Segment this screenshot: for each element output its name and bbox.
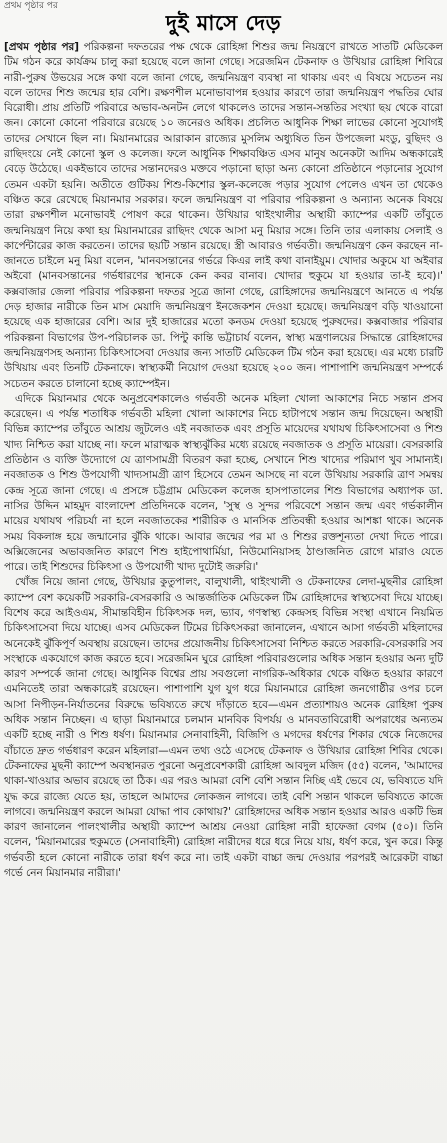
paragraph-1-text: পরিকল্পনা দফতরের পক্ষ থেকে রোহিঙ্গা শিশুর জন্ম নিয়ন্ত্রণে রাখতে সাতটি মেডিকেল টিম গঠন করে কার্যক্রম চালু করা হয়েছে বলে জানা গেছে। সরেজমিন টেকনাফ ও উখিয়ার রোহিঙ্গা শিবিরে নারী-পুরুষ উভয়ের সঙ্গে কথা বলে জানা গেছে, জন্মনিয়ন্ত্রণ ব্যবস্থা না থাকায় এবং এ বিষয়ে সচেতন নয় বলে তাদের শিশু জন্মের হার বেশি। রক্ষণশীল মনোভাবাপন্ন হওয়ার কারণে তারা জন্মনিয়ন্ত্রণ পদ্ধতির ঘোর বিরোধী। প্রায় প্রতিটি পরিবারে অভাব-অনটন লেগে থাকলেও তাদের সন্তান-সন্ততির সংখ্যা ছয় থেকে বারো জন। কোনো কোনো পরিবারে রয়েছে ১০ জনেরও অধিক। প্রচলিত আধুনিক শিক্ষা লাভের কোনো সুযোগই তাদের সেখানে ছিল না। মিয়ানমারের আরাকান রাজ্যের মুসলিম অধ্যুষিত তিন উপজেলা মংডু, বুছিদং ও রাছিদংয়ে নেই কোনো স্কুল ও কলেজ। ফলে আধুনিক শিক্ষাবঞ্চিত এসব মানুষ অনেকটা আদিম অন্ধকারেই বেড়ে উঠেছে। একইভাবে তাদের সন্তানদেরও মক্তবে পড়ানো ছাড়া অন্য কোনো প্রতিষ্ঠানে পড়ানোর সুযোগ তেমন একটা হয়নি। অতীতে গুটিকয় শিশু-কিশোর স্কুল-কলেজে পড়ার সুযোগ পেলেও এখন তা থেকেও বঞ্চিত করে রেখেছে মিয়ানমার সরকার। ফলে জন্মনিয়ন্ত্রণ বা পরিবার পরিকল্পনা ও অন্যান্য অনেক বিষয়ে তারা রক্ষণশীল মনোভাবই পোষণ করে থাকেন। উখিয়ার থাইংখালীর অস্থায়ী ক্যাম্পের একটি তাঁবুতে জন্মনিয়ন্ত্রণ নিয়ে কথা হয় মিয়ানমারের রাছিদং থেকে আসা মনু মিয়ার সঙ্গে। তিনি তার এলাকায় সেলাই ও কার্পেন্টারের কাজ করতেন। তাদের ছয়টি সন্তান রয়েছে। স্ত্রী আবারও গর্ভবতী। জন্মনিয়ন্ত্রণ কেন করছেন না-জানতে চাইলে মনু মিয়া বলেন, 'মানবসন্তানের গর্ভরে কিএর লাই কথা বানাইয়ুম। খোদার অকুমে যা অইবার অইবো (মানবসন্তানের গর্ভধারণের স্থানকে কেন কবর বানাব। খোদার হুকুমে যা হওয়ার তা-ই হবে)।' কক্সবাজার জেলা পরিবার পরিকল্পনা দফতর সূত্রে জানা গেছে, রোহিঙ্গাদের জন্মনিয়ন্ত্রণে আনতে এ পর্যন্ত দেড় হাজার নারীকে তিন মাস মেয়াদি জন্মনিয়ন্ত্রণ ইনজেকশন দেওয়া হয়েছে। জন্মনিয়ন্ত্রণ বড়ি খাওয়ানো হয়েছে এক হাজারের বেশি। আর দুই হাজারের মতো কনডম দেওয়া হয়েছে পুরুষদের। কক্সবাজার পরিবার পরিকল্পনা বিভাগের উপ-পরিচালক ডা. পিন্টু কান্তি ভট্টাচার্য বলেন, স্বাস্থ্য মন্ত্রণালয়ের সিদ্ধান্তে রোহিঙ্গাদের জন্মনিয়ন্ত্রণসহ অন্যান্য চিকিৎসাসেবা দেওয়ার জন্য সাতটি মেডিকেল টিম গঠন করা হয়েছে। এর মধ্যে চারটি উখিয়ায় এবং তিনটি টেকনাফে। স্বাস্থ্যকর্মী নিয়োগ দেওয়া হয়েছে ২০০ জন। পাশাপাশি জন্মনিয়ন্ত্রণ সম্পর্কে সচেতন করতে চালানো হচ্ছে ক্যাম্পেইন। (4, 41, 443, 390)
cut-off-top-line: প্রথম পৃষ্ঠার পর (4, 1, 58, 11)
paragraph-3: খোঁজ নিয়ে জানা গেছে, উখিয়ার কুতুপালং, বালুখালী, থাইংখালী ও টেকনাফের লেদা-মুছনীর রোহিঙ্গা ক্যাম্পে বেশ কয়েকটি সরকারি-বেসরকারি ও আন্তর্জাতিক মেডিকেল টিম রোহিঙ্গাদের স্বাস্থ্যসেবা দিয়ে যাচ্ছে। বিশেষ করে আইওএম, সীমান্তবিহীন চিকিৎসক দল, ভ্যাব, গণস্বাস্থ্য কেন্দ্রসহ বিভিন্ন সংস্থা এখানে নিয়মিত চিকিৎসাসেবা দিয়ে যাচ্ছে। এসব মেডিকেল টিমের চিকিৎসকরা জানালেন, এখানে আসা গর্ভবতী মহিলাদের অনেকেই ঝুঁকিপূর্ণ অবস্থায় রয়েছেন। তাদের প্রয়োজনীয় চিকিৎসাসেবা নিশ্চিত করতে সরকারি-বেসরকারি সব সংস্থাকে একযোগে কাজ করতে হবে। সরেজমিন ঘুরে রোহিঙ্গা পরিবারগুলোর অধিক সন্তান হওয়ার অন্য দুটি কারণ সম্পর্কে জানা গেছে। আধুনিক বিশ্বের প্রায় সবগুলো নাগরিক-অধিকার থেকে বঞ্চিত হওয়ার কারণে এমনিতেই তারা অন্ধকারেই রয়েছেন। পাশাপাশি যুগ যুগ ধরে মিয়ানমারে রোহিঙ্গা জনগোষ্ঠীর ওপর চলে আসা নিপীড়ন-নির্যাতনের বিরুদ্ধে ভবিষ্যতে রুখে দাঁড়াতে হবে—এমন প্রত্যাশায়ও অনেক রোহিঙ্গা পুরুষ অধিক সন্তান নিচ্ছেন। এ ছাড়া মিয়ানমারে চলমান মানবিক বিপর্যয় ও মানবতাবিরোধী অপরাধের অন্যতম একটি হচ্ছে নারী ও শিশু ধর্ষণ। মিয়ানমার সেনাবাহিনী, বিজিপি ও মগদের ধর্ষণের শিকার থেকে নিজেদের বাঁচাতে দ্রুত গর্ভধারণ করেন মহিলারা—এমন তথ্য ওঠে এসেছে টেকনাফ ও উখিয়ার রোহিঙ্গা শিবির থেকে। টেকনাফের মুছনী ক্যাম্পে অবস্থানরত পুরনো অনুপ্রবেশকারী রোহিঙ্গা আবদুল মজিদ (৫৫) বলেন, 'আমাদের থাকা-খাওয়ার অভাব রয়েছে তা ঠিক। এর পরও আমরা বেশি বেশি সন্তান নিচ্ছি এই ভেবে যে, ভবিষ্যতে যদি যুদ্ধ করে রাজ্যে যেতে হয়, তাহলে আমাদের লোকজন লাগবে। তাই বেশি সন্তান থাকলে ভবিষ্যতে কাজে লাগবে। জন্মনিয়ন্ত্রণ করলে আমরা যোদ্ধা পাব কোথায়?' রোহিঙ্গাদের অধিক সন্তান হওয়ার আরও একটি ভিন্ন কারণ জানালেন পালংখালীর অস্থায়ী ক্যাম্পে আশ্রয় নেওয়া রোহিঙ্গা নারী হাফেজা বেগম (৫০)। তিনি বলেন, 'মিয়ানমারের হুকুমতে (সেনাবাহিনী) রোহিঙ্গা নারীদের ধরে ধরে নিয়ে যায়, ধর্ষণ করে, খুন করে। কিন্তু গর্ভবতী হলে কোনো নারীকে তারা ধর্ষণ করে না। তাই একটা বাচ্চা জন্ম দেওয়ার পরপরই আরেকটা বাচ্চা গর্ভে নেন মিয়ানমার নারীরা।' (4, 576, 443, 880)
paragraph-1 (4, 40, 443, 392)
paragraph-2: এদিকে মিয়ানমার থেকে অনুপ্রবেশকালেও গর্ভবতী অনেক মহিলা খোলা আকাশের নিচে সন্তান প্রসব করেছেন। এ পর্যন্ত শতাধিক গর্ভবতী মহিলা খোলা আকাশের নিচে হাটাপথে সন্তান জন্ম দিয়েছেন। অস্থায়ী বিভিন্ন ক্যাম্পের তাঁবুতে আশ্রয় জুটলেও এই নবজাতক এবং প্রসূতি মায়েদের যথাযথ চিকিৎসাসেবা ও শিশু খাদ্য নিশ্চিত করা যাচ্ছে না। ফলে মারাত্মক স্বাস্থ্যঝুঁকির মধ্যে রয়েছে নবজাতক ও প্রসূতি মায়েরা। বেসরকারি প্রতিষ্ঠান ও ব্যক্তি উদ্যোগে যে ত্রাণসামগ্রী বিতরণ করা হচ্ছে, সেখানে শিশু খাদ্যের পরিমাণ খুব সামান্যই। নবজাতক ও শিশু উপযোগী খাদ্যসামগ্রী ত্রাণ হিসেবে তেমন আসছে না বলে উখিয়ায় সরকারি ত্রাণ সমন্বয় কেন্দ্র সূত্রে জানা গেছে। এ প্রসঙ্গে চট্টগ্রাম মেডিকেল কলেজ হাসপাতালের শিশু বিভাগের অধ্যাপক ডা. নাসির উদ্দিন মাহমুদ বাংলাদেশ প্রতিদিনকে বলেন, 'সুস্থ ও সুন্দর পরিবেশে সন্তান জন্ম এবং গর্ভকালীন মায়ের যথাযথ পরিচর্যা না হলে নবজাতকের শারীরিক ও মানসিক প্রতিবন্ধী হওয়ার আশঙ্কা থাকে। অনেক সময় বিকলাঙ্গ হয়ে জন্মানোর ঝুঁকি থাকে। আবার জন্মের পর মা ও শিশুর রক্তশূন্যতা দেখা দিতে পারে। অক্সিজেনের অভাবজনিত কারণে শিশু হাইপোথার্মিয়া, নিউমোনিয়াসহ ঠাণ্ডাজনিত রোগে মারাও যেতে পারে। তাই শিশুদের চিকিৎসা ও উপযোগী খাদ্য দুটোই জরুরি।' (4, 392, 443, 574)
article-body (4, 40, 443, 1140)
headline: দুই মাসে দেড় (165, 10, 282, 35)
continued-from-label: [প্রথম পৃষ্ঠার পর] (4, 41, 80, 53)
